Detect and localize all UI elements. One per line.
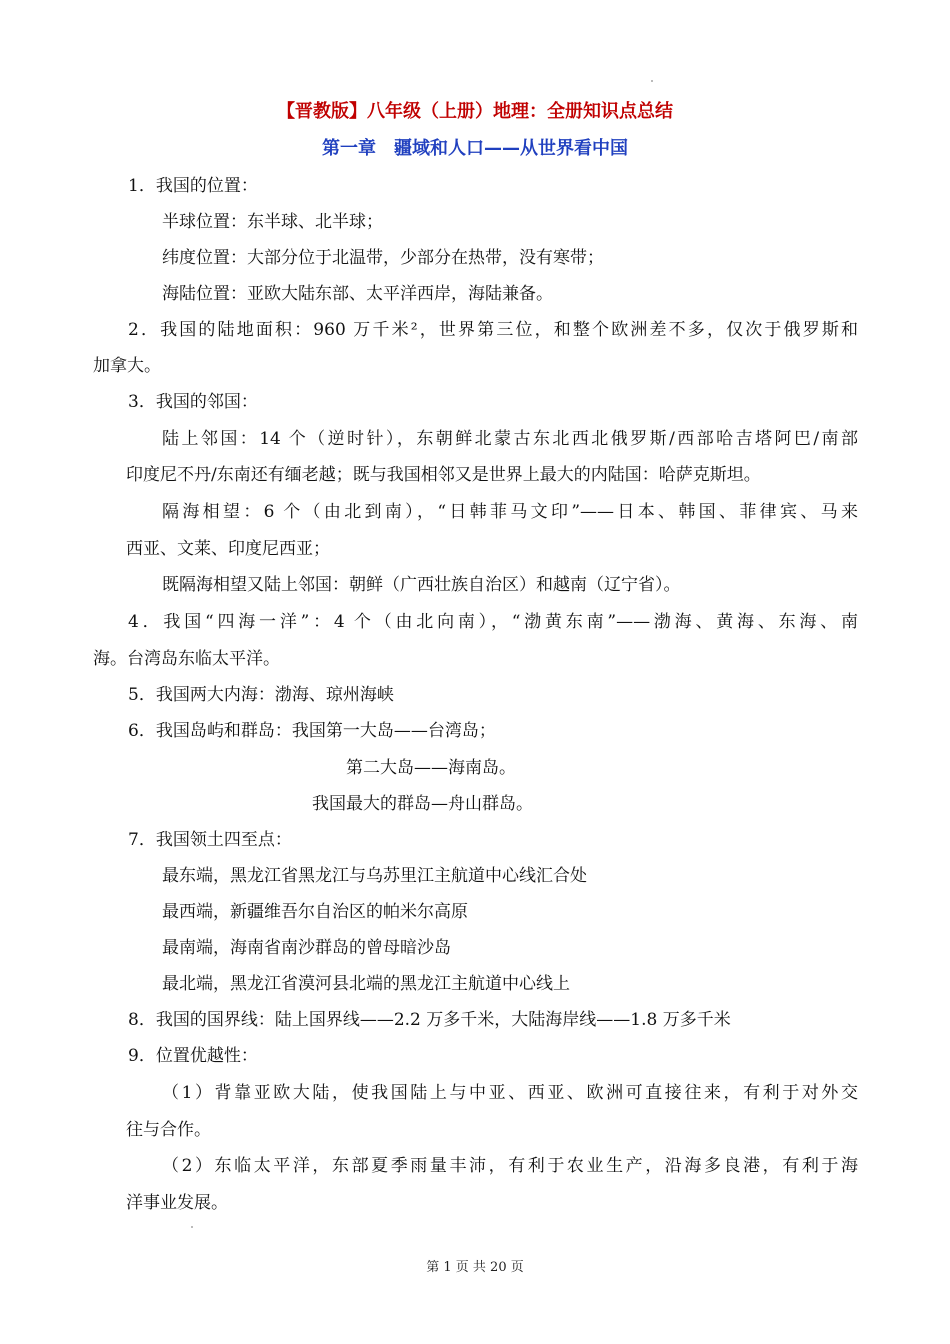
northernmost-point: 最北端，黑龙江省漠河县北端的黑龙江主航道中心线上	[162, 974, 570, 994]
scan-dot	[191, 1226, 193, 1228]
scan-dot	[651, 80, 653, 82]
item-4-line-2: 海。台湾岛东临太平洋。	[93, 649, 280, 669]
land-neighbors-line-1: 陆上邻国：14 个（逆时针），东朝鲜北蒙古东北西北俄罗斯/西部哈吉塔阿巴/南部	[162, 429, 858, 449]
item-5: 5．我国两大内海：渤海、琼州海峡	[128, 685, 394, 705]
item-6-line-1: 6．我国岛屿和群岛：我国第一大岛——台湾岛；	[128, 721, 496, 741]
item-7-heading: 7．我国领土四至点：	[128, 830, 292, 850]
item-4-line-1: 4．我国“四海一洋”：4 个（由北向南），“渤黄东南”——渤海、黄海、东海、南	[128, 612, 858, 632]
easternmost-point: 最东端，黑龙江省黑龙江与乌苏里江主航道中心线汇合处	[162, 866, 587, 886]
advantage-2-line-1: （2）东临太平洋，东部夏季雨量丰沛，有利于农业生产，沿海多良港，有利于海	[162, 1156, 858, 1176]
southernmost-point: 最南端，海南省南沙群岛的曾母暗沙岛	[162, 938, 451, 958]
land-neighbors-line-2: 印度尼不丹/东南还有缅老越；既与我国相邻又是世界上最大的内陆国：哈萨克斯坦。	[126, 465, 761, 485]
latitude-position: 纬度位置：大部分位于北温带，少部分在热带，没有寒带；	[162, 248, 604, 268]
chapter-heading: 第一章 疆域和人口——从世界看中国	[322, 138, 628, 159]
sea-neighbors-line-1: 隔海相望：6 个（由北到南），“日韩菲马文印”——日本、韩国、菲律宾、马来	[162, 502, 858, 522]
item-3-heading: 3．我国的邻国：	[128, 392, 258, 412]
item-9-heading: 9．位置优越性：	[128, 1046, 258, 1066]
page-number: 第 1 页 共 20 页	[426, 1260, 524, 1275]
item-6-line-2: 第二大岛——海南岛。	[346, 758, 516, 778]
item-2-line-2: 加拿大。	[93, 356, 161, 376]
item-1-heading: 1．我国的位置：	[128, 176, 258, 196]
advantage-1-line-2: 往与合作。	[126, 1120, 211, 1140]
document-title: 【晋教版】八年级（上册）地理：全册知识点总结	[277, 101, 673, 122]
hemisphere-position: 半球位置：东半球、北半球；	[162, 212, 383, 232]
advantage-2-line-2: 洋事业发展。	[126, 1193, 228, 1213]
sea-neighbors-line-2: 西亚、文莱、印度尼西亚；	[126, 539, 330, 559]
item-6-line-3: 我国最大的群岛—舟山群岛。	[312, 794, 533, 814]
land-sea-position: 海陆位置：亚欧大陆东部、太平洋西岸，海陆兼备。	[162, 284, 553, 304]
westernmost-point: 最西端，新疆维吾尔自治区的帕米尔高原	[162, 902, 468, 922]
advantage-1-line-1: （1）背靠亚欧大陆，使我国陆上与中亚、西亚、欧洲可直接往来，有利于对外交	[162, 1083, 858, 1103]
both-neighbors: 既隔海相望又陆上邻国：朝鲜（广西壮族自治区）和越南（辽宁省）。	[162, 575, 681, 595]
item-8: 8．我国的国界线：陆上国界线——2.2 万多千米，大陆海岸线——1.8 万多千米	[128, 1010, 731, 1030]
item-2-line-1: 2．我国的陆地面积：960 万千米²，世界第三位，和整个欧洲差不多，仅次于俄罗斯和	[128, 320, 858, 340]
